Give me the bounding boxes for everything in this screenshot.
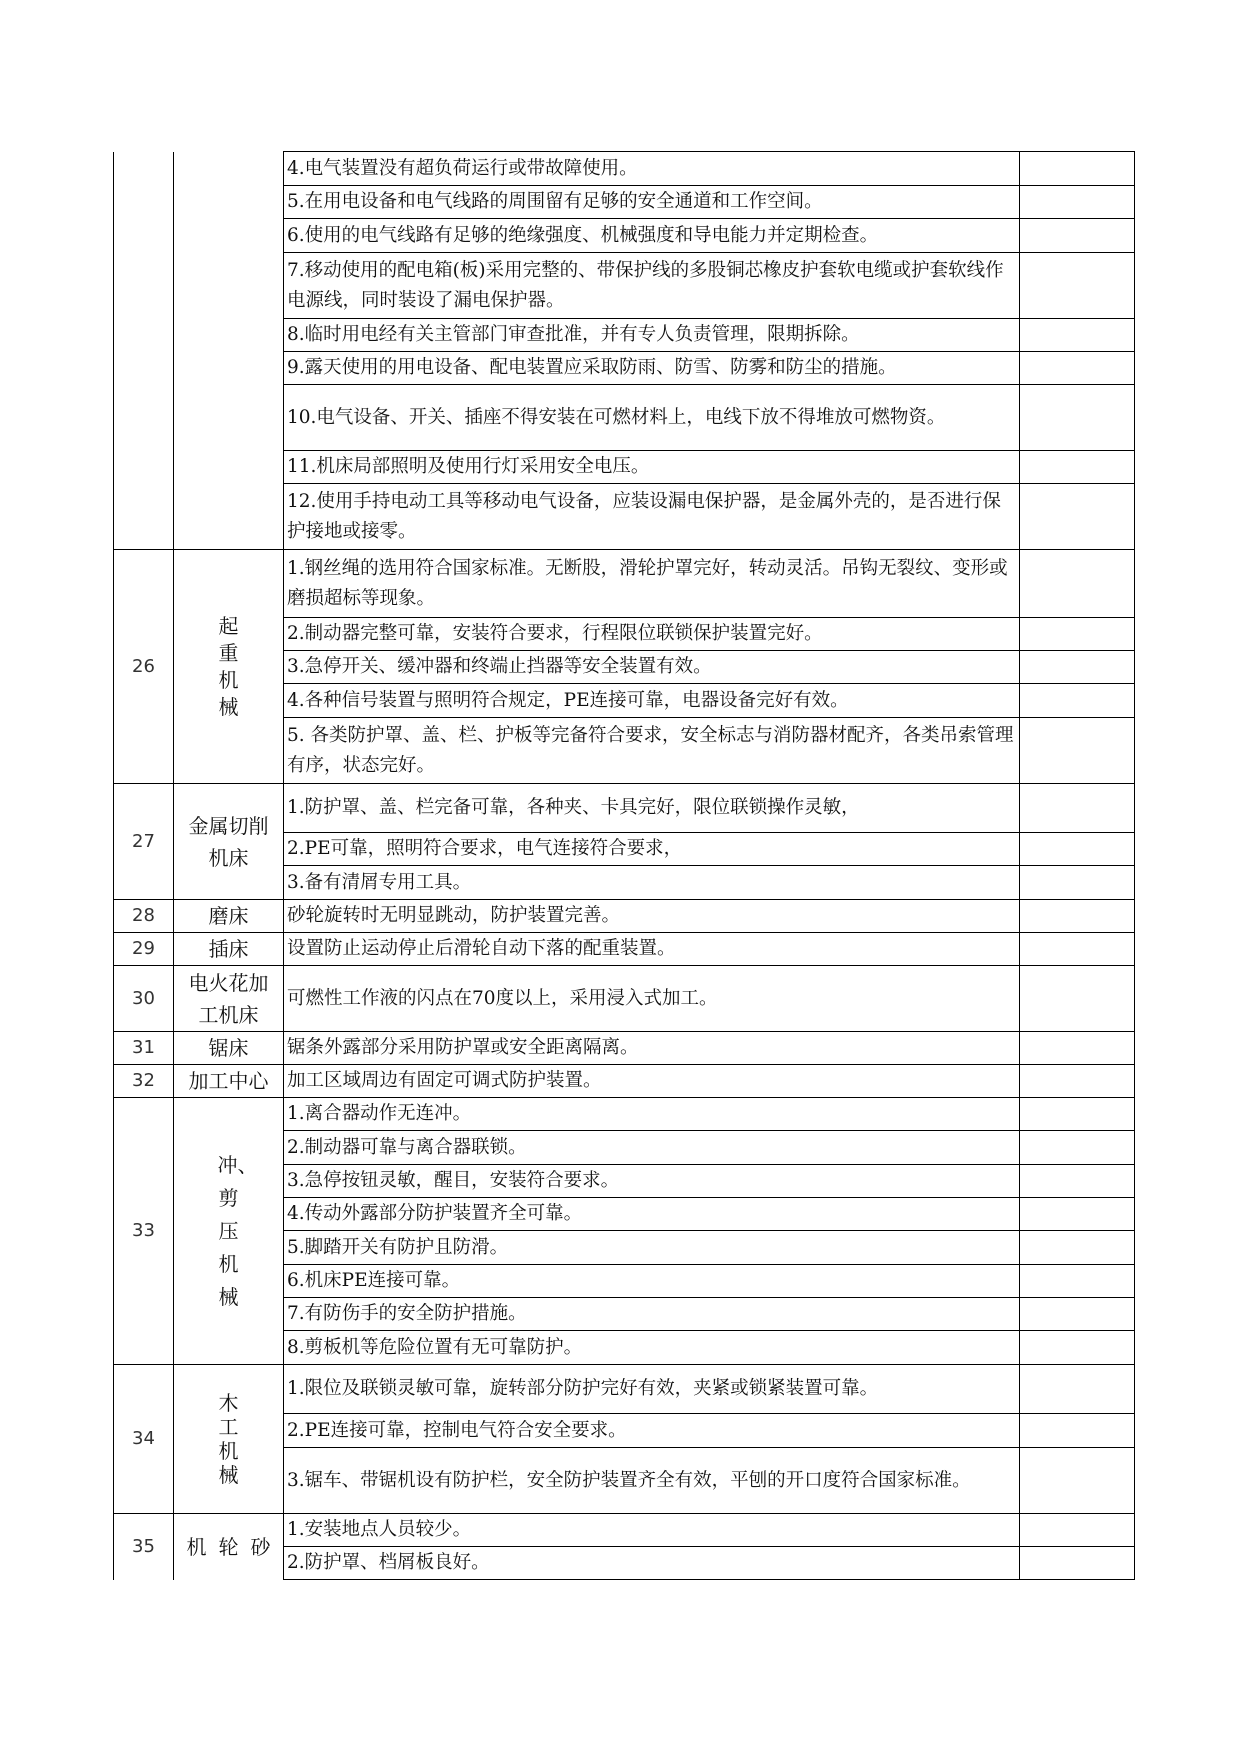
- result-cell[interactable]: [1020, 1514, 1135, 1547]
- result-cell[interactable]: [1020, 451, 1135, 484]
- check-item: 锯条外露部分采用防护罩或安全距离隔离。: [284, 1032, 1020, 1065]
- result-cell[interactable]: [1020, 1298, 1135, 1331]
- item-number: 29: [114, 933, 174, 966]
- result-cell[interactable]: [1020, 352, 1135, 385]
- item-category-cell: [174, 1098, 284, 1365]
- result-cell[interactable]: [1020, 1365, 1135, 1414]
- result-cell[interactable]: [1020, 253, 1135, 319]
- check-item: 5.在用电设备和电气线路的周围留有足够的安全通道和工作空间。: [284, 186, 1020, 219]
- result-cell[interactable]: [1020, 1131, 1135, 1165]
- result-cell[interactable]: [1020, 219, 1135, 253]
- check-item: 8.剪板机等危险位置有无可靠防护。: [284, 1331, 1020, 1365]
- item-category: 金属切削机床: [188, 813, 269, 870]
- item-category-cell: [174, 1514, 284, 1580]
- check-item: 7.有防伤手的安全防护措施。: [284, 1298, 1020, 1331]
- check-item: 2.制动器完整可靠，安装符合要求，行程限位联锁保护装置完好。: [284, 618, 1020, 651]
- check-item: 3.急停按钮灵敏，醒目，安装符合要求。: [284, 1165, 1020, 1198]
- check-item: 10.电气设备、开关、插座不得安装在可燃材料上，电线下放不得堆放可燃物资。: [284, 385, 1020, 451]
- item-number: 35: [114, 1514, 174, 1580]
- result-cell[interactable]: [1020, 933, 1135, 966]
- result-cell[interactable]: [1020, 784, 1135, 833]
- table-row: [114, 1514, 1135, 1547]
- check-item: 6.机床PE连接可靠。: [284, 1265, 1020, 1298]
- result-cell[interactable]: [1020, 186, 1135, 219]
- check-item: 6.使用的电气线路有足够的绝缘强度、机械强度和导电能力并定期检查。: [284, 219, 1020, 253]
- result-cell[interactable]: [1020, 833, 1135, 866]
- table-row: [114, 1032, 1135, 1065]
- check-item: 可燃性工作液的闪点在70度以上，采用浸入式加工。: [284, 966, 1020, 1032]
- result-cell[interactable]: [1020, 1448, 1135, 1514]
- table-row: [114, 966, 1135, 1032]
- check-item: 4.传动外露部分防护装置齐全可靠。: [284, 1198, 1020, 1231]
- item-number: 30: [114, 966, 174, 1032]
- result-cell[interactable]: [1020, 1331, 1135, 1365]
- check-item: 砂轮旋转时无明显跳动，防护装置完善。: [284, 900, 1020, 933]
- item-category-cell: [174, 784, 284, 900]
- check-item: 12.使用手持电动工具等移动电气设备，应装设漏电保护器，是金属外壳的，是否进行保护接地或接零。: [284, 484, 1020, 550]
- check-item: 7.移动使用的配电箱(板)采用完整的、带保护线的多股铜芯橡皮护套软电缆或护套软线作电源线，同时装设了漏电保护器。: [284, 253, 1020, 319]
- item-category: 锯床: [174, 1032, 284, 1065]
- item-number-cell: [114, 152, 174, 550]
- inspection-table: [113, 151, 1135, 1580]
- item-category: 起重机械: [218, 613, 239, 719]
- result-cell[interactable]: [1020, 684, 1135, 718]
- check-item: 设置防止运动停止后滑轮自动下落的配重装置。: [284, 933, 1020, 966]
- item-category: 冲、剪压机械: [217, 1152, 258, 1309]
- item-category: 电火花加工机床: [188, 970, 269, 1027]
- result-cell[interactable]: [1020, 966, 1135, 1032]
- result-cell[interactable]: [1020, 1265, 1135, 1298]
- item-number: 32: [114, 1065, 174, 1098]
- item-category: 加工中心: [174, 1065, 284, 1098]
- result-cell[interactable]: [1020, 651, 1135, 684]
- item-number: 28: [114, 900, 174, 933]
- check-item: 5. 各类防护罩、盖、栏、护板等完备符合要求，安全标志与消防器材配齐，各类吊索管理有序，状态完好。: [284, 718, 1020, 784]
- check-item: 1.防护罩、盖、栏完备可靠，各种夹、卡具完好，限位联锁操作灵敏，: [284, 784, 1020, 833]
- item-number: 33: [114, 1098, 174, 1365]
- result-cell[interactable]: [1020, 718, 1135, 784]
- check-item: 8.临时用电经有关主管部门审查批准，并有专人负责管理，限期拆除。: [284, 319, 1020, 352]
- result-cell[interactable]: [1020, 1165, 1135, 1198]
- check-item: 1.限位及联锁灵敏可靠，旋转部分防护完好有效，夹紧或锁紧装置可靠。: [284, 1365, 1020, 1414]
- check-item: 4.电气装置没有超负荷运行或带故障使用。: [284, 152, 1020, 186]
- item-number: 34: [114, 1365, 174, 1514]
- result-cell[interactable]: [1020, 1065, 1135, 1098]
- check-item: 9.露天使用的用电设备、配电装置应采取防雨、防雪、防雾和防尘的措施。: [284, 352, 1020, 385]
- item-number: 31: [114, 1032, 174, 1065]
- item-category-cell: [174, 1365, 284, 1514]
- result-cell[interactable]: [1020, 385, 1135, 451]
- table-row: [114, 1065, 1135, 1098]
- result-cell[interactable]: [1020, 866, 1135, 900]
- item-category-cell: [174, 966, 284, 1032]
- check-item: 2.制动器可靠与离合器联锁。: [284, 1131, 1020, 1165]
- table-row: [114, 900, 1135, 933]
- result-cell[interactable]: [1020, 550, 1135, 618]
- item-category-cell: [174, 550, 284, 784]
- check-item: 1.安装地点人员较少。: [284, 1514, 1020, 1547]
- result-cell[interactable]: [1020, 1198, 1135, 1231]
- result-cell[interactable]: [1020, 1231, 1135, 1265]
- item-category-cell: [174, 152, 284, 550]
- item-category: 机轮砂: [186, 1534, 283, 1559]
- table-row: [114, 784, 1135, 833]
- check-item: 11.机床局部照明及使用行灯采用安全电压。: [284, 451, 1020, 484]
- check-item: 加工区域周边有固定可调式防护装置。: [284, 1065, 1020, 1098]
- check-item: 5.脚踏开关有防护且防滑。: [284, 1231, 1020, 1265]
- check-item: 3.锯车、带锯机设有防护栏，安全防护装置齐全有效，平刨的开口度符合国家标准。: [284, 1448, 1020, 1514]
- check-item: 3.备有清屑专用工具。: [284, 866, 1020, 900]
- table-row: [114, 152, 1135, 186]
- result-cell[interactable]: [1020, 1547, 1135, 1580]
- result-cell[interactable]: [1020, 152, 1135, 186]
- check-item: 1.钢丝绳的选用符合国家标准。无断股，滑轮护罩完好，转动灵活。吊钩无裂纹、变形或磨损超标等现象。: [284, 550, 1020, 618]
- check-item: 1.离合器动作无连冲。: [284, 1098, 1020, 1131]
- item-category: 磨床: [174, 900, 284, 933]
- check-item: 3.急停开关、缓冲器和终端止挡器等安全装置有效。: [284, 651, 1020, 684]
- table-row: [114, 550, 1135, 618]
- result-cell[interactable]: [1020, 1032, 1135, 1065]
- item-category: 插床: [174, 933, 284, 966]
- check-item: 2.防护罩、档屑板良好。: [284, 1547, 1020, 1580]
- result-cell[interactable]: [1020, 1414, 1135, 1448]
- item-number: 27: [114, 784, 174, 900]
- table-row: [114, 933, 1135, 966]
- result-cell[interactable]: [1020, 1098, 1135, 1131]
- check-item: 4.各种信号装置与照明符合规定，PE连接可靠，电器设备完好有效。: [284, 684, 1020, 718]
- check-item: 2.PE可靠，照明符合要求，电气连接符合要求，: [284, 833, 1020, 866]
- item-number: 26: [114, 550, 174, 784]
- result-cell[interactable]: [1020, 484, 1135, 550]
- result-cell[interactable]: [1020, 618, 1135, 651]
- table-row: [114, 1365, 1135, 1414]
- item-category: 木工机械: [218, 1391, 239, 1487]
- result-cell[interactable]: [1020, 319, 1135, 352]
- check-item: 2.PE连接可靠，控制电气符合安全要求。: [284, 1414, 1020, 1448]
- table-row: [114, 1098, 1135, 1131]
- result-cell[interactable]: [1020, 900, 1135, 933]
